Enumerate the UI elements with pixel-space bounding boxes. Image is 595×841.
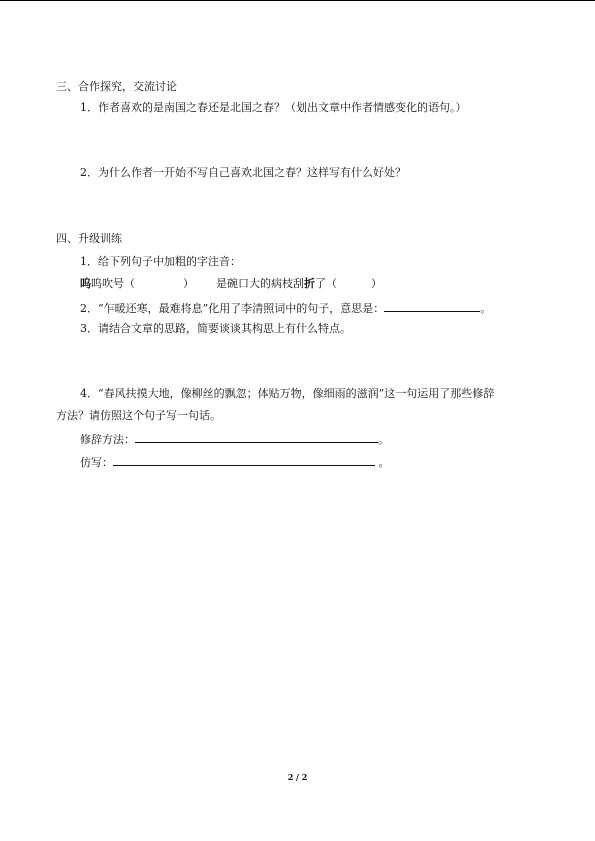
- pinyin-item-2-close: ）: [371, 277, 382, 290]
- imitation-end: 。: [378, 456, 390, 469]
- pinyin-item-2: [216, 277, 382, 291]
- section4-question-4-line-1: 4．“春风扶摸大地，像柳丝的飘忽；体贴万物，像细雨的滋润”这一句运用了那些修辞: [80, 387, 495, 400]
- section3-question-2: 2．为什么作者一开始不写自己喜欢北国之春？这样写有什么好处？: [80, 166, 406, 179]
- section3-question-1: 1．作者喜欢的是南国之春还是北国之春？（划出文章中作者情感变化的语句。）: [80, 101, 467, 114]
- section4-question-4-line-2: 方法？请仿照这个句子写一句话。: [56, 409, 221, 422]
- page-number: 2 / 2: [287, 772, 308, 782]
- rhetoric-answer-row: [80, 431, 389, 447]
- pinyin-item-1-close: ）: [183, 277, 194, 290]
- pinyin-item-2-post: 了（: [315, 277, 337, 290]
- imitation-answer-blank[interactable]: [113, 454, 375, 466]
- page-top-border: [0, 0, 595, 1]
- pinyin-bold-char-2: 折: [304, 277, 315, 290]
- section3-heading: 三、合作探究，交流讨论: [56, 80, 177, 93]
- imitation-label: 仿写：: [80, 456, 113, 469]
- meaning-answer-blank[interactable]: [384, 300, 480, 312]
- rhetoric-label: 修辞方法：: [80, 433, 135, 446]
- pinyin-item-1-text: 呜吹号（: [91, 277, 135, 290]
- pinyin-item-2-text: 是碗口大的病枝刮: [216, 277, 304, 290]
- section4-question-3: 3．请结合文章的思路，简要谈谈其构思上有什么特点。: [80, 322, 351, 335]
- section4-heading: 四、升级训练: [56, 232, 122, 245]
- rhetoric-end: 。: [378, 433, 389, 446]
- pinyin-item-1: [80, 277, 194, 291]
- section4-question-1: 1．给下列句子中加粗的字注音：: [80, 255, 241, 268]
- pinyin-bold-char-1: 呜: [80, 277, 91, 290]
- question-2-end: 。: [480, 302, 492, 315]
- question-2-text: 2．“乍暖还寒，最难将息”化用了李清照词中的句子，意思是：: [80, 302, 385, 315]
- rhetoric-answer-blank[interactable]: [135, 431, 378, 443]
- imitation-answer-row: [80, 454, 390, 470]
- section4-question-2: [80, 300, 491, 316]
